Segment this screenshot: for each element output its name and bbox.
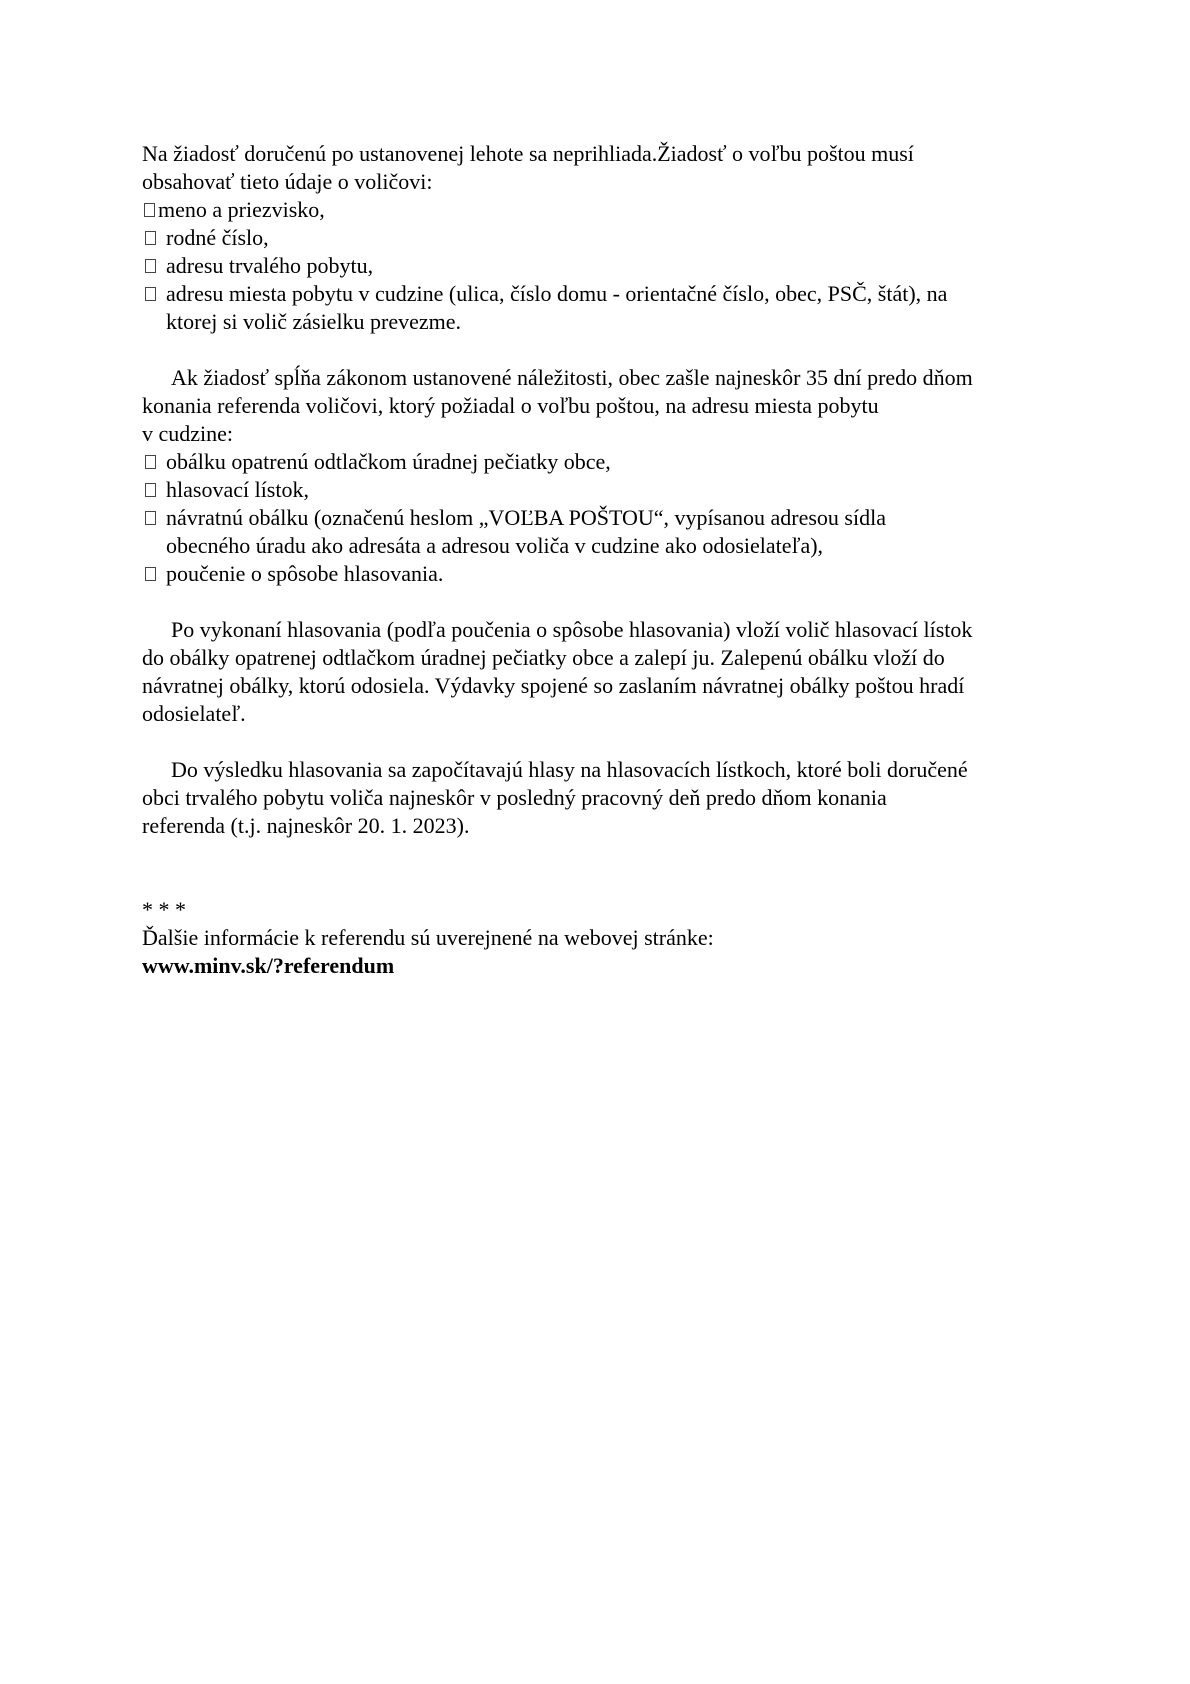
footer-info-text: Ďalšie informácie k referendu sú uverejnené na webovej stránke: [142, 925, 714, 950]
list-item-text: meno a priezvisko, [158, 197, 325, 222]
text-line: v cudzine: [142, 421, 234, 446]
list-item-text: obálku opatrenú odtlačkom úradnej pečiatky obce, [166, 449, 611, 474]
list-item-text: poučenie o spôsobe hlasovania. [166, 561, 444, 586]
missing-glyph-box-icon [145, 259, 156, 273]
list-item-text: adresu miesta pobytu v cudzine (ulica, číslo domu - orientačné číslo, obec, PSČ, štát), na [166, 281, 948, 306]
list-item [142, 224, 1072, 252]
text-line: Po vykonaní hlasovania (podľa poučenia o spôsobe hlasovania) vloží volič hlasovací lístok [171, 617, 973, 642]
list-item [142, 560, 1072, 588]
list-item-continuation: obecného úradu ako adresáta a adresou voliča v cudzine ako odosielateľa), [166, 533, 824, 558]
list-item [142, 196, 1072, 224]
paragraph-voting [142, 616, 1072, 728]
list-item-continuation: ktorej si volič zásielku prevezme. [166, 309, 462, 334]
spacer [142, 588, 1072, 616]
missing-glyph-box-icon [145, 455, 156, 469]
missing-glyph-box-icon [145, 287, 156, 301]
spacer [142, 336, 1072, 364]
text-line: Ak žiadosť spĺňa zákonom ustanovené náležitosti, obec zašle najneskôr 35 dní predo dňom [171, 365, 973, 390]
list-item [142, 280, 1072, 336]
missing-glyph-box-icon [144, 203, 155, 217]
list-item [142, 448, 1072, 476]
separator-stars: * * * [142, 897, 186, 922]
paragraph-delivery [142, 364, 1072, 588]
list-item-text: hlasovací lístok, [166, 477, 309, 502]
paragraph-requirements [142, 140, 1072, 336]
missing-glyph-box-icon [145, 567, 156, 581]
website-link[interactable]: www.minv.sk/?referendum [142, 953, 395, 978]
missing-glyph-box-icon [145, 483, 156, 497]
text-line: odosielateľ. [142, 701, 246, 726]
footer [142, 896, 1072, 980]
text-line: Do výsledku hlasovania sa započítavajú hlasy na hlasovacích lístkoch, ktoré boli doručené [171, 757, 968, 782]
list-item [142, 504, 1072, 560]
list-item-text: rodné číslo, [166, 225, 269, 250]
list-item-text: adresu trvalého pobytu, [166, 253, 374, 278]
spacer [142, 840, 1072, 896]
spacer [142, 728, 1072, 756]
text-line: obsahovať tieto údaje o voličovi: [142, 169, 433, 194]
text-line: obci trvalého pobytu voliča najneskôr v posledný pracovný deň predo dňom konania [142, 785, 887, 810]
missing-glyph-box-icon [145, 511, 156, 525]
text-line: do obálky opatrenej odtlačkom úradnej pečiatky obce a zalepí ju. Zalepenú obálku vloží do [142, 645, 945, 670]
list-item [142, 252, 1072, 280]
text-line: Na žiadosť doručenú po ustanovenej lehote sa neprihliada.Žiadosť o voľbu poštou musí [142, 141, 914, 166]
list-item-text: návratnú obálku (označenú heslom „VOĽBA POŠTOU“, vypísanou adresou sídla [166, 505, 886, 530]
list-item [142, 476, 1072, 504]
document-page [142, 140, 1072, 980]
missing-glyph-box-icon [145, 231, 156, 245]
text-line: konania referenda voličovi, ktorý požiadal o voľbu poštou, na adresu miesta pobytu [142, 393, 879, 418]
text-line: návratnej obálky, ktorú odosiela. Výdavky spojené so zaslaním návratnej obálky poštou hradí [142, 673, 965, 698]
text-line: referenda (t.j. najneskôr 20. 1. 2023). [142, 813, 470, 838]
paragraph-results [142, 756, 1072, 840]
